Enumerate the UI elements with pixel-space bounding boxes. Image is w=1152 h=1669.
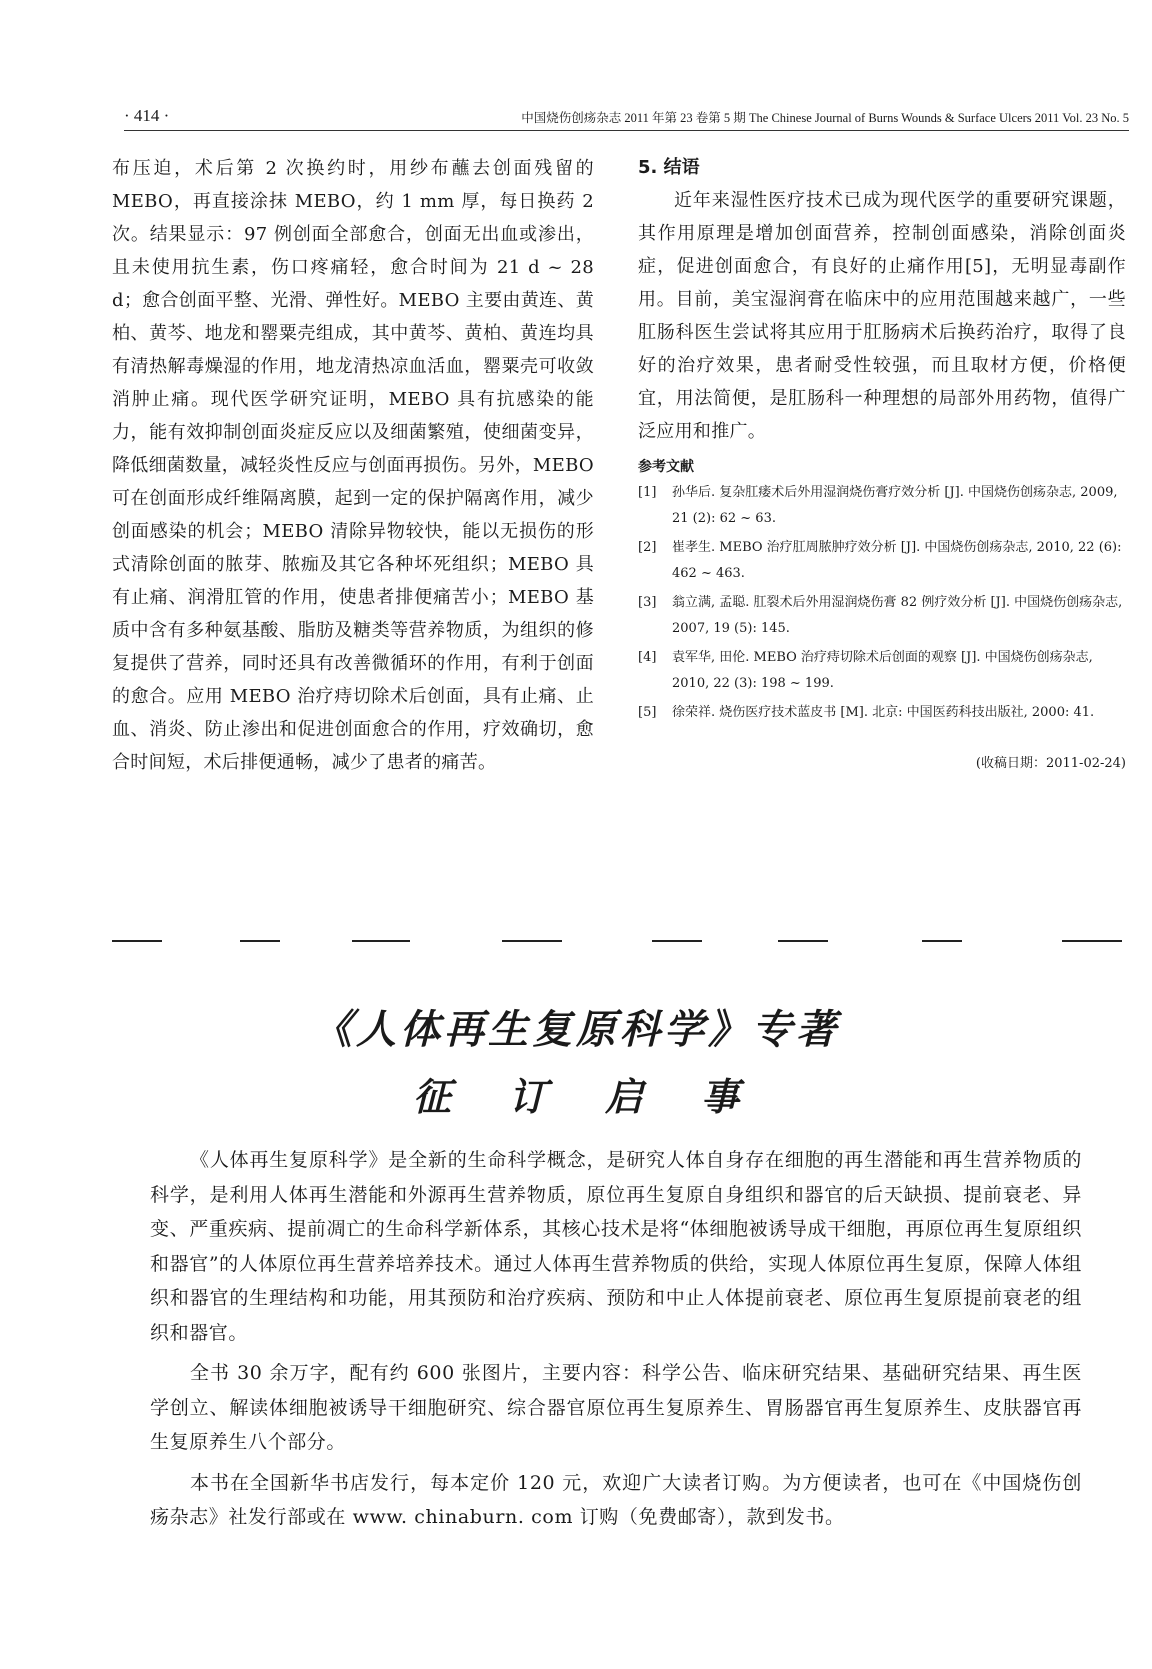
reference-number: [3] xyxy=(638,595,657,610)
left-column-text: 布压迫，术后第 2 次换约时，用纱布蘸去创面残留的 MEBO，再直接涂抹 MEBO，约 1 mm 厚，每日换药 2 次。结果显示：97 例创面全部愈合，创面无出血或渗出，且未使用抗生素，伤口疼痛轻，愈合时间为 21 d ~ 28 d；愈合创面平整、光滑、弹性好。MEBO 主要由黄连、黄柏、黄芩、地龙和罂粟壳组成，其中黄芩、黄柏、黄连均具有清热解毒燥湿的作用，地龙清热凉血活血，罂粟壳可收敛消肿止痛。现代医学研究证明，MEBO 具有抗感染的能力，能有效抑制创面炎症反应以及细菌繁殖，使细菌变异，降低细菌数量，减轻炎性反应与创面再损伤。另外，MEBO 可在创面形成纤维隔离膜，起到一定的保护隔离作用，减少创面感染的机会；MEBO 清除异物较快，能以无损伤的形式清除创面的脓芽、脓痂及其它各种坏死组织；MEBO 具有止痛、润滑肛管的作用，使患者排便痛苦小；MEBO 基质中含有多种氨基酸、脂肪及糖类等营养物质，为组织的修复提供了营养，同时还具有改善微循环的作用，有利于创面的愈合。应用 MEBO 治疗痔切除术后创面，具有止痛、止血、消炎、防止渗出和促进创面愈合的作用，疗效确切，愈合时间短，术后排便通畅，减少了患者的痛苦。 xyxy=(112,158,594,773)
reference-number: [2] xyxy=(638,540,657,555)
reference-number: [4] xyxy=(638,650,657,665)
reference-text: 孙华后. 复杂肛瘘术后外用湿润烧伤膏疗效分析 [J]. 中国烧伤创疡杂志, 2009, 21 (2): 62 ~ 63. xyxy=(672,485,1118,526)
section-divider xyxy=(112,940,1122,944)
announcement-subtitle: 征订启事 xyxy=(412,1074,797,1119)
page-number: · 414 · xyxy=(124,106,170,125)
right-column xyxy=(638,152,1126,771)
announcement-body xyxy=(150,1143,1082,1541)
conclusion-paragraph: 近年来湿性医疗技术已成为现代医学的重要研究课题，其作用原理是增加创面营养，控制创面感染，消除创面炎症，促进创面愈合，有良好的止痛作用[5]，无明显毒副作用。目前，美宝湿润膏在临床中的应用范围越来越广，一些肛肠科医生尝试将其应用于肛肠病术后换药治疗，取得了良好的治疗效果，患者耐受性较强，而且取材方便，价格便宜，用法简便，是肛肠科一种理想的局部外用药物，值得广泛应用和推广。 xyxy=(638,190,1126,442)
reference-number: [5] xyxy=(638,705,657,720)
reference-item xyxy=(638,645,1126,697)
section-title-conclusion: 5. 结语 xyxy=(638,157,700,178)
announcement-paragraph: 本书在全国新华书店发行，每本定价 120 元，欢迎广大读者订购。为方便读者，也可在《中国烧伤创疡杂志》社发行部或在 www. chinaburn. com 订购（免费邮寄），款到发书。 xyxy=(150,1471,1082,1528)
reference-text: 徐荣祥. 烧伤医疗技术蓝皮书 [M]. 北京: 中国医药科技出版社, 2000: 41. xyxy=(672,705,1095,720)
reference-item xyxy=(638,535,1126,587)
reference-item xyxy=(638,590,1126,642)
page-header xyxy=(124,104,1129,131)
reference-item xyxy=(638,480,1126,532)
running-head: 中国烧伤创疡杂志 2011 年第 23 卷第 5 期 The Chinese Journal of Burns Wounds & Surface Ulcers 2011 Vol. 23 No. 5 xyxy=(521,111,1129,125)
reference-item xyxy=(638,700,1126,726)
received-date: (收稿日期：2011-02-24) xyxy=(975,756,1126,771)
reference-number: [1] xyxy=(638,485,657,500)
reference-list xyxy=(638,480,1126,726)
reference-text: 翁立满, 孟聪. 肛裂术后外用湿润烧伤膏 82 例疗效分析 [J]. 中国烧伤创疡杂志, 2007, 19 (5): 145. xyxy=(672,595,1123,636)
announcement-paragraph: 《人体再生复原科学》是全新的生命科学概念，是研究人体自身存在细胞的再生潜能和再生营养物质的科学，是利用人体再生潜能和外源再生营养物质，原位再生复原自身组织和器官的后天缺损、提前衰老、异变、严重疾病、提前凋亡的生命科学新体系，其核心技术是将“体细胞被诱导成干细胞，再原位再生复原组织和器官”的人体原位再生营养培养技术。通过人体再生营养物质的供给，实现人体原位再生复原，保障人体组织和器官的生理结构和功能，用其预防和治疗疾病、预防和中止人体提前衰老、原位再生复原提前衰老的组织和器官。 xyxy=(150,1149,1082,1344)
reference-text: 崔孝生. MEBO 治疗肛周脓肿疗效分析 [J]. 中国烧伤创疡杂志, 2010, 22 (6): 462 ~ 463. xyxy=(672,540,1122,581)
references-heading: 参考文献 xyxy=(638,459,694,475)
announcement-paragraph: 全书 30 余万字，配有约 600 张图片，主要内容：科学公告、临床研究结果、基础研究结果、再生医学创立、解读体细胞被诱导干细胞研究、综合器官原位再生复原养生、胃肠器官再生复原养生、皮肤器官再生复原养生八个部分。 xyxy=(150,1362,1082,1453)
reference-text: 袁军华, 田伦. MEBO 治疗痔切除术后创面的观察 [J]. 中国烧伤创疡杂志, 2010, 22 (3): 198 ~ 199. xyxy=(672,650,1093,691)
announcement-title: 《人体再生复原科学》专著 xyxy=(312,1006,840,1053)
